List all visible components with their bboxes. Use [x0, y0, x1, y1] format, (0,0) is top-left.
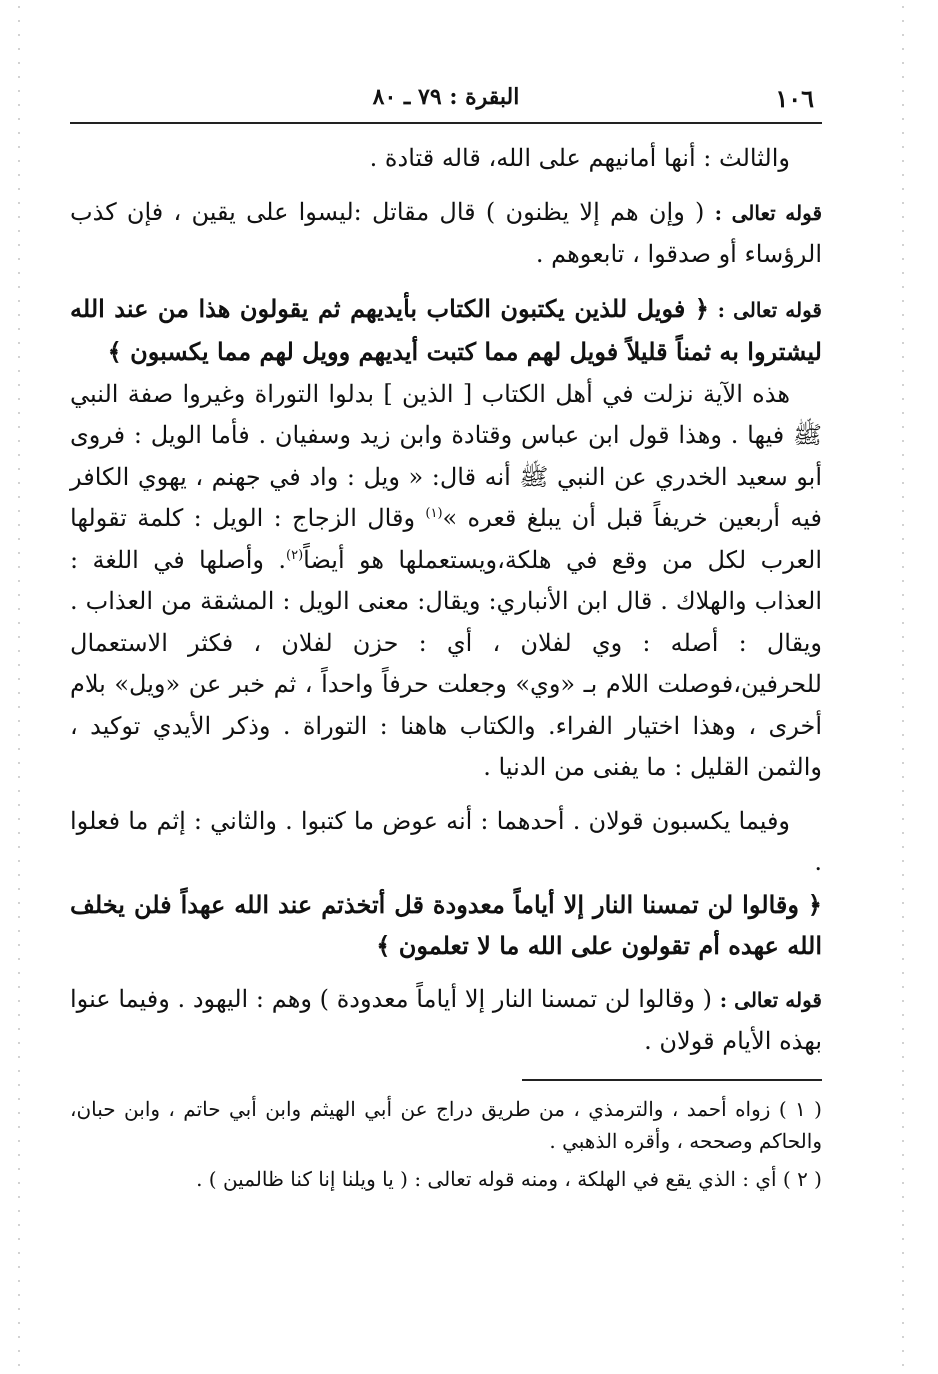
paragraph-third-opinion: والثالث : أنها أمانيهم على الله، قاله قتادة .	[369, 144, 790, 172]
verse-label: قوله تعالى :	[717, 297, 822, 322]
verse-label: قوله تعالى :	[714, 200, 823, 225]
page-number: ١٠٦	[775, 84, 814, 113]
commentary-text: ( وقالوا لن تمسنا النار إلا أياماً معدودة ) وهم : اليهود . وفيما عنوا بهذه الأيام قولان .	[70, 984, 822, 1055]
paragraph-verse-78-commentary	[70, 192, 822, 276]
scan-dots-right	[902, 0, 904, 1374]
book-page	[70, 78, 822, 1201]
footnote-separator	[522, 1079, 822, 1081]
running-head: البقرة : ٧٩ ـ ٨٠	[372, 84, 520, 110]
footnote-1: ( ١ ) زواه أحمد ، والترمذي ، من طريق دراج عن أبي الهيثم وابن أبي حاتم ، وابن حبان، والحاكم وصححه ، وأقره الذهبي .	[70, 1096, 822, 1153]
commentary-text: ( وإن هم إلا يظنون ) قال مقاتل :ليسوا على يقين ، فإن كذب الرؤساء أو صدقوا ، تابعوهم .	[70, 197, 822, 268]
paragraph-two-opinions: وفيما يكسبون قولان . أحدهما : أنه عوض ما كتبوا . والثاني : إثم ما فعلوا .	[70, 806, 822, 876]
paragraph-verse-79	[70, 288, 822, 374]
woe-text-part-2: وقال الزجاج : الويل : كلمة تقولها العرب لكل من وقع في هلكة،ويستعملها هو أيضاً	[70, 504, 822, 574]
footnote-marker-1: (١)	[425, 506, 443, 521]
footnote-marker-2: (٢)	[286, 547, 304, 563]
woe-text-part-1: هذه الآية نزلت في أهل الكتاب [ الذين ] بدلوا التوراة وغيروا صفة النبي ﷺ فيها . وهذا قول ابن عباس وقتادة وابن زيد وسفيان . فأما الويل : فروى أبو سعيد الخدري عن النبي ﷺ أنه قال: « ويل : واد في جهنم ، يهوي الكافر فيه أربعين خريفاً قبل أن يبلغ قعره »	[70, 379, 822, 532]
page-header	[70, 78, 822, 124]
scan-dots-left	[18, 0, 20, 1374]
paragraph-verse-80-commentary	[70, 979, 822, 1063]
verse-label: قوله تعالى :	[719, 987, 822, 1012]
quran-verse-text: ﴿ فويل للذين يكتبون الكتاب بأيديهم ثم يقولون هذا من عند الله ليشتروا به ثمناً قليلاً فويل لهم مما كتبت أيديهم وويل لهم مما يكسبون ﴾	[70, 293, 822, 366]
quran-verse-80: ﴿ وقالوا لن تمسنا النار إلا أياماً معدودة قل أتخذتم عند الله عهداً فلن يخلف الله عهده أم تقولون على الله ما لا تعلمون ﴾	[70, 889, 822, 960]
woe-text-part-3: . وأصلها في اللغة : العذاب والهلاك . قال ابن الأنباري: ويقال: معنى الويل : المشقة من العذاب . ويقال : أصله : وي لفلان ، أي : حزن لفلان ، فكثر الاستعمال للحرفين،فوصلت اللام بـ «وي» وجعلت حرفاً واحداً ، ثم خبر عن «ويل» بلام أخرى ، وهذا اختيار الفراء. والكتاب هاهنا : التوراة . وذكر الأيدي توكيد ، والثمن القليل : ما يفنى من الدنيا .	[70, 545, 822, 781]
paragraph-woe-explanation	[70, 374, 822, 789]
main-text	[70, 138, 822, 1063]
footnotes	[70, 1093, 822, 1195]
footnote-2: ( ٢ ) أي : الذي يقع في الهلكة ، ومنه قوله تعالى : ( يا ويلنا إنا كنا ظالمين ) .	[196, 1166, 822, 1191]
